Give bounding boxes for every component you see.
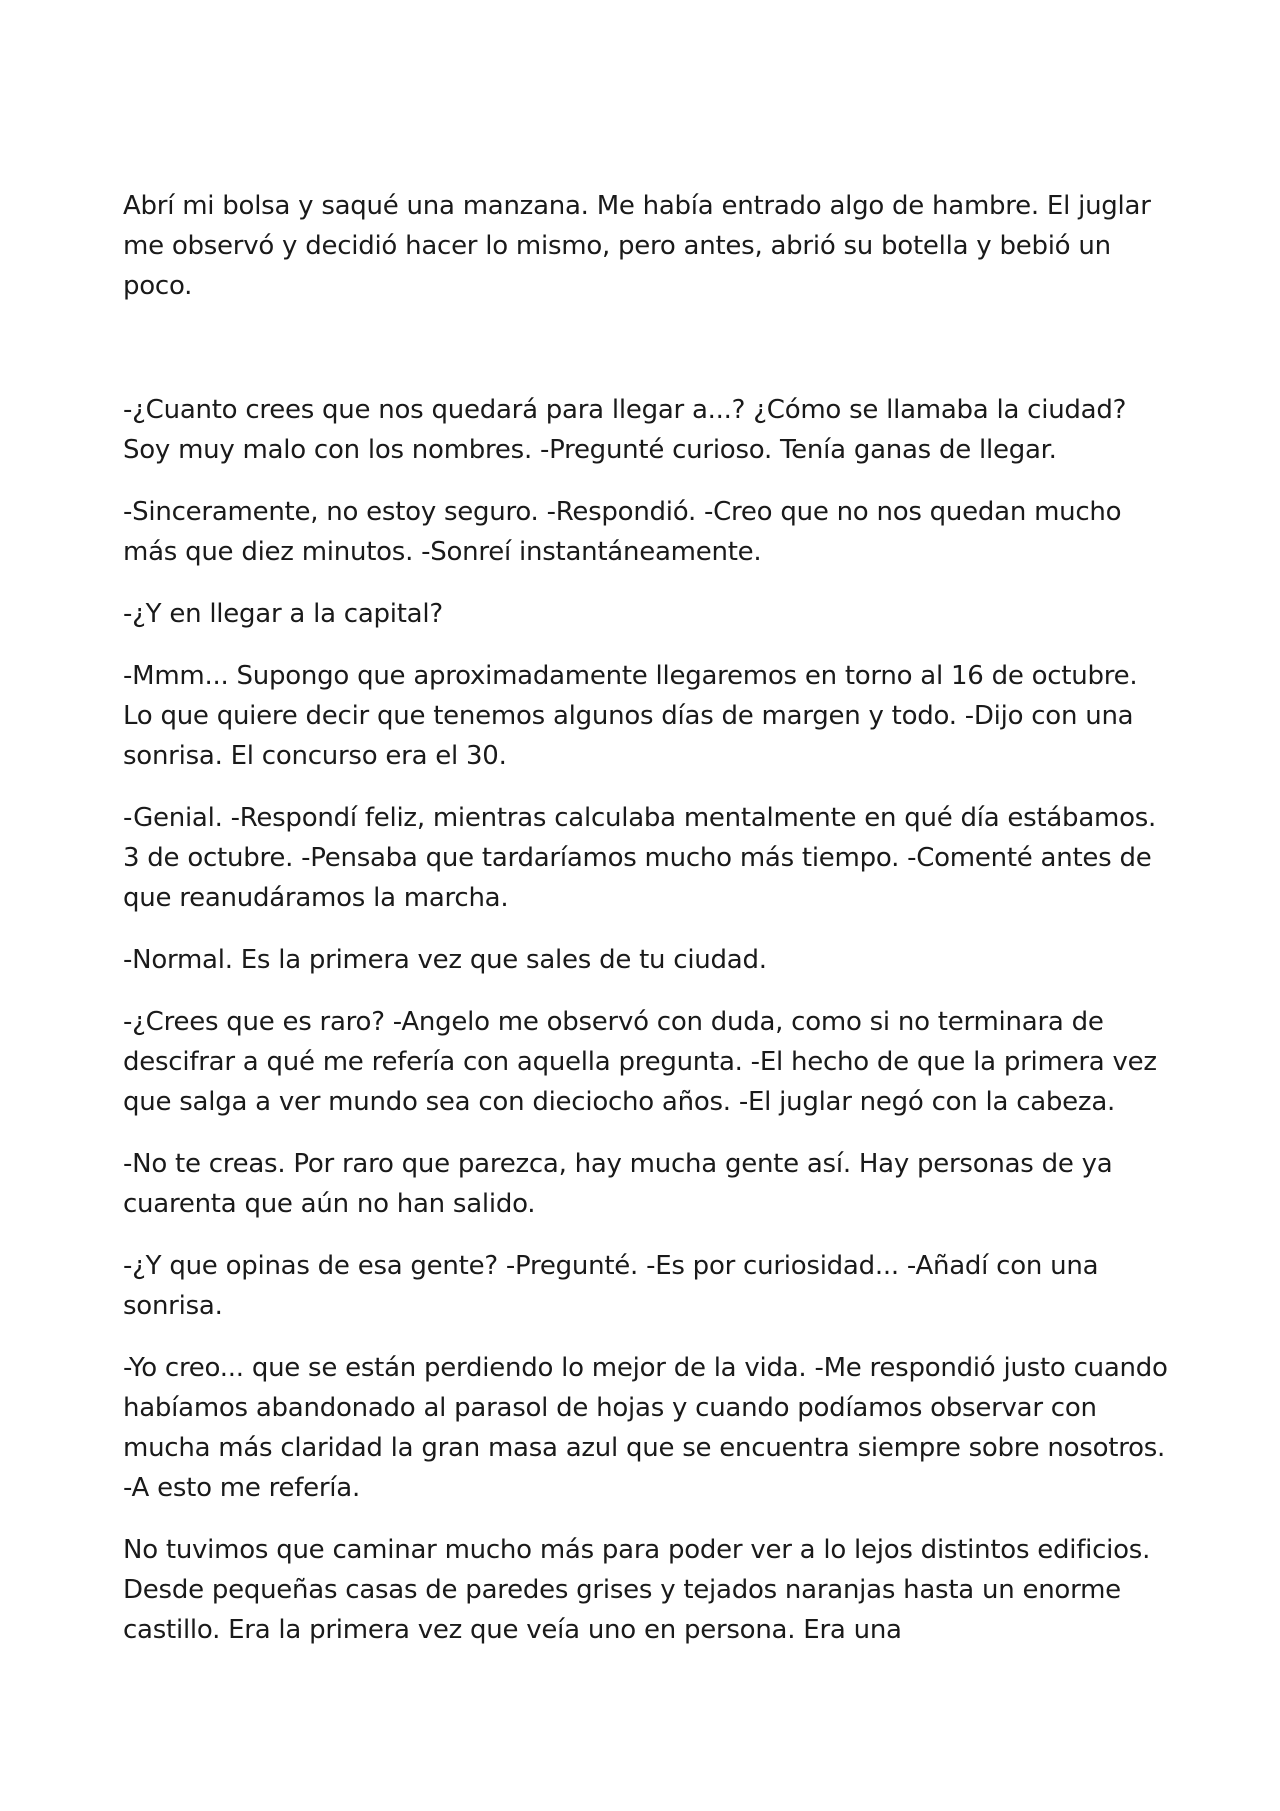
- paragraph: -¿Cuanto crees que nos quedará para llegar a...? ¿Cómo se llamaba la ciudad? Soy muy malo con los nombres. -Pregunté curioso. Tenía ganas de llegar.: [123, 395, 1127, 465]
- paragraph: -No te creas. Por raro que parezca, hay mucha gente así. Hay personas de ya cuarenta que aún no han salido.: [123, 1149, 1113, 1219]
- paragraph: -¿Y en llegar a la capital?: [123, 599, 443, 629]
- opening-section: [123, 186, 1169, 306]
- paragraph: No tuvimos que caminar mucho más para poder ver a lo lejos distintos edificios. Desde pequeñas casas de paredes grises y tejados naranjas hasta un enorme castillo. Era la primera vez que veía uno en persona. Era una: [123, 1535, 1151, 1645]
- dialogue-section: [123, 390, 1169, 1672]
- paragraph: -Sinceramente, no estoy seguro. -Respondió. -Creo que no nos quedan mucho más que diez minutos. -Sonreí instantáneamente.: [123, 497, 1122, 567]
- paragraph: -Mmm... Supongo que aproximadamente llegaremos en torno al 16 de octubre. Lo que quiere decir que tenemos algunos días de margen y todo. -Dijo con una sonrisa. El concurso era el 30.: [123, 661, 1138, 771]
- paragraph: -Genial. -Respondí feliz, mientras calculaba mentalmente en qué día estábamos. 3 de octubre. -Pensaba que tardaríamos mucho más tiempo. -Comenté antes de que reanudáramos la marcha.: [123, 803, 1157, 913]
- paragraph: -¿Y que opinas de esa gente? -Pregunté. -Es por curiosidad... -Añadí con una sonrisa.: [123, 1251, 1099, 1321]
- paragraph: -Normal. Es la primera vez que sales de tu ciudad.: [123, 945, 767, 975]
- opening-paragraph: Abrí mi bolsa y saqué una manzana. Me había entrado algo de hambre. El juglar me observó y decidió hacer lo mismo, pero antes, abrió su botella y bebió un poco.: [123, 191, 1151, 301]
- paragraph: -¿Crees que es raro? -Angelo me observó con duda, como si no terminara de descifrar a qué me refería con aquella pregunta. -El hecho de que la primera vez que salga a ver mundo sea con dieciocho años. -El juglar negó con la cabeza.: [123, 1007, 1157, 1117]
- paragraph: -Yo creo... que se están perdiendo lo mejor de la vida. -Me respondió justo cuando habíamos abandonado al parasol de hojas y cuando podíamos observar con mucha más claridad la gran masa azul que se encuentra siempre sobre nosotros. -A esto me refería.: [123, 1353, 1168, 1503]
